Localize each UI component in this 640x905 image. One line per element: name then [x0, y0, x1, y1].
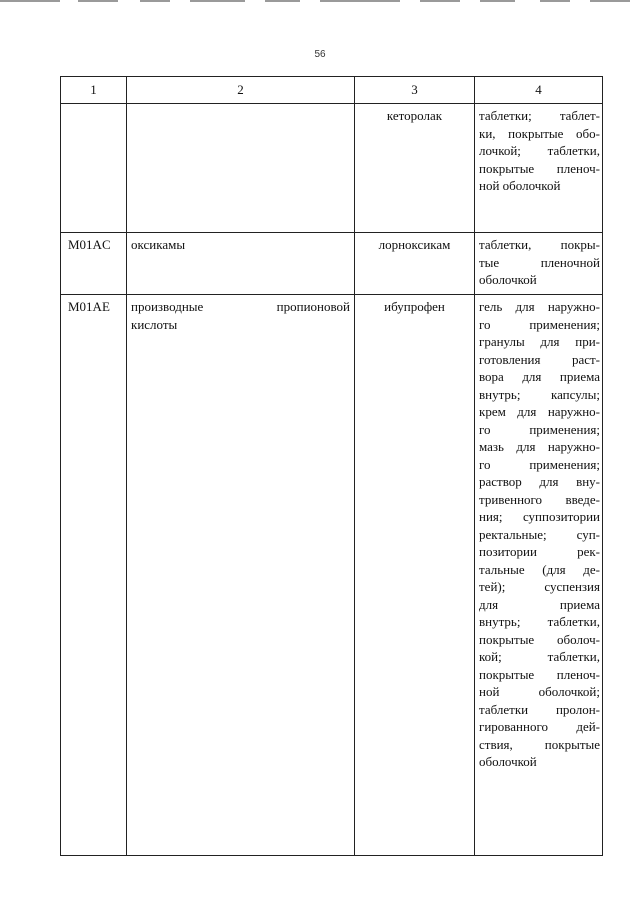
dosage-form-line: покрытые оболоч- — [479, 631, 600, 647]
table-row — [61, 233, 603, 295]
dosage-form-line: раствор для вну- — [479, 474, 600, 489]
dosage-form-line: внутрь; капсулы; — [479, 386, 600, 402]
column-header-4: 4 — [475, 77, 603, 104]
dosage-form-line: оболочкой — [479, 754, 537, 769]
dosage-form-line: кой; таблетки, — [479, 649, 600, 664]
dosage-form-line: крем для наружно- — [479, 404, 600, 419]
group-name-line: кислоты — [131, 316, 178, 332]
dosage-form-line: внутрь; таблетки, — [479, 614, 600, 629]
dosage-form-line: ректальные; суп- — [479, 526, 600, 542]
dosage-form-line: тальные (для де- — [479, 561, 600, 577]
dosage-form-line: готовления раст- — [479, 351, 600, 367]
dosage-forms-cell — [475, 295, 603, 856]
group-name-cell — [127, 104, 355, 233]
dosage-form-line: тривенного введе- — [479, 491, 600, 507]
dosage-form-line: лочкой; таблетки, — [479, 143, 600, 158]
dosage-form-line: го применения; — [479, 421, 600, 437]
page-number: 56 — [314, 49, 326, 60]
table-header-row — [61, 77, 603, 104]
dosage-form-line: го применения; — [479, 456, 600, 472]
dosage-form-line: вора для приема — [479, 369, 600, 384]
dosage-form-line: таблетки, покры- — [479, 237, 600, 252]
column-header-3: 3 — [355, 77, 475, 104]
dosage-form-line: таблетки; таблет- — [479, 108, 600, 123]
group-name-line: оксикамы — [131, 237, 186, 252]
dosage-form-line: гированного дей- — [479, 719, 600, 734]
dosage-forms-cell — [475, 233, 603, 295]
atc-code-cell: M01AE — [61, 295, 127, 856]
dosage-form-line: оболочкой — [479, 272, 537, 287]
dosage-form-line: покрытые пленоч- — [479, 666, 600, 682]
dosage-form-line: мазь для наружно- — [479, 439, 600, 454]
dosage-form-line: таблетки пролон- — [479, 701, 600, 717]
column-header-1: 1 — [61, 77, 127, 104]
dosage-form-line: ствия, покрытые — [479, 736, 600, 752]
drug-table — [60, 76, 603, 856]
scan-edge-artifact — [0, 0, 640, 4]
dosage-form-line: покрытые пленоч- — [479, 160, 600, 176]
atc-code-cell: M01AC — [61, 233, 127, 295]
dosage-form-line: ки, покрытые обо- — [479, 125, 600, 141]
dosage-form-line: для приема — [479, 596, 600, 612]
dosage-form-line: ния; суппозитории — [479, 509, 600, 524]
dosage-form-line: гель для наружно- — [479, 299, 600, 314]
group-name-cell — [127, 233, 355, 295]
group-name-line: производные пропионовой — [131, 299, 350, 314]
dosage-forms-cell — [475, 104, 603, 233]
column-header-2: 2 — [127, 77, 355, 104]
dosage-form-line: ной оболочкой; — [479, 684, 600, 699]
drug-name-cell: кеторолак — [355, 104, 475, 233]
drug-name-cell: лорноксикам — [355, 233, 475, 295]
dosage-form-line: тей); суспензия — [479, 579, 600, 594]
dosage-form-line: гранулы для при- — [479, 334, 600, 349]
dosage-form-line: ной оболочкой — [479, 178, 561, 193]
dosage-form-line: тые пленочной — [479, 254, 600, 270]
drug-name-cell: ибупрофен — [355, 295, 475, 856]
dosage-form-line: позитории рек- — [479, 544, 600, 559]
group-name-cell — [127, 295, 355, 856]
dosage-form-line: го применения; — [479, 316, 600, 332]
atc-code-cell — [61, 104, 127, 233]
table-row — [61, 295, 603, 856]
table-row — [61, 104, 603, 233]
